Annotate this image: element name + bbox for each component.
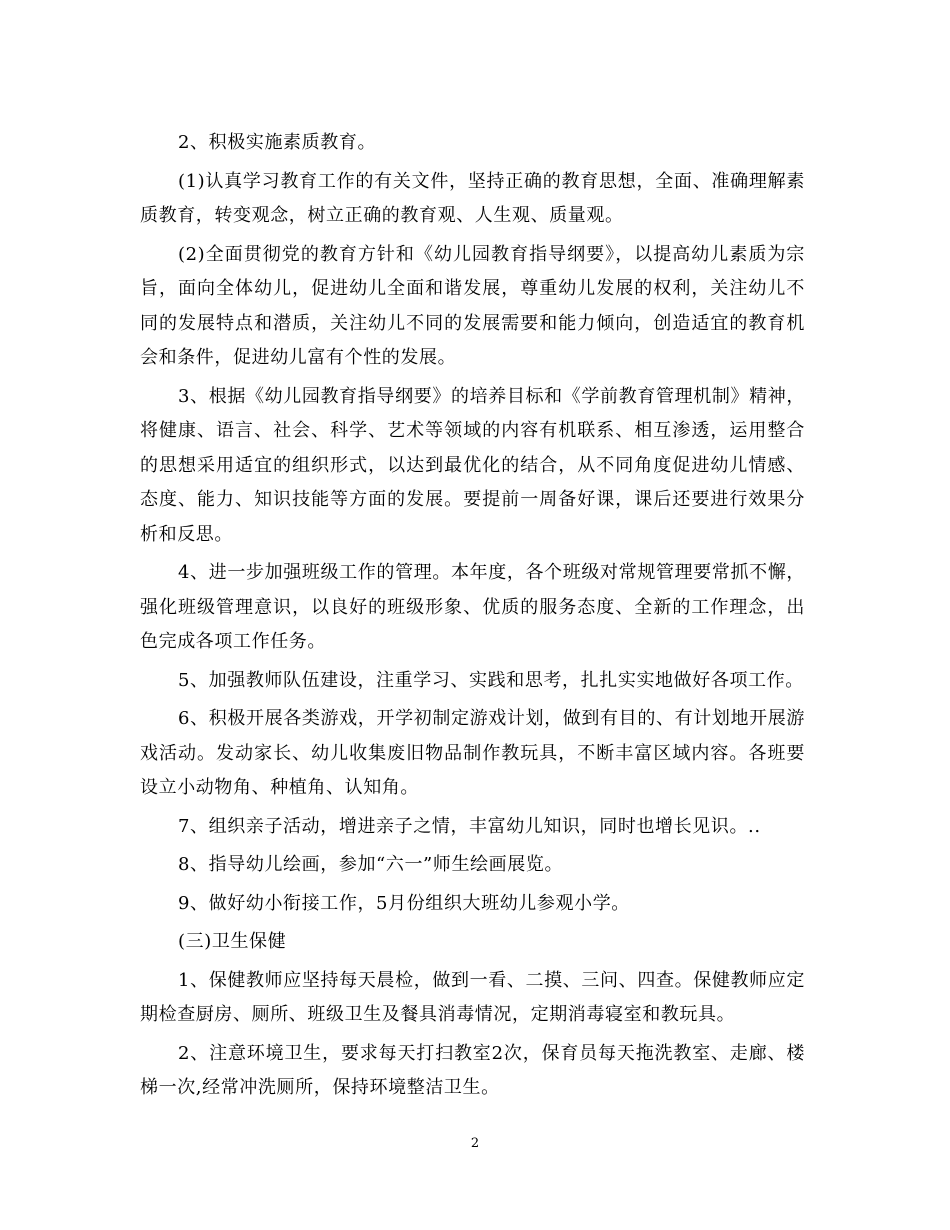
heading-hygiene: (三)卫生保健 (178, 931, 287, 952)
paragraph-section-4: 4、进一步加强班级工作的管理。本年度，各个班级对常规管理要常抓不懈，强化班级管理意识，以良好的班级形象、优质的服务态度、全新的工作理念，出色完成各项工作任务。 (140, 562, 805, 652)
page-number: 2 (470, 1136, 480, 1151)
paragraph-section-7: 7、组织亲子活动，增进亲子之情，丰富幼儿知识，同时也增长见识。.. (178, 815, 761, 837)
paragraph-item-1: (1)认真学习教育工作的有关文件，坚持正确的教育思想，全面、准确理解素质教育，转变观念，树立正确的教育观、人生观、质量观。 (140, 170, 805, 226)
paragraph-section-8: 8、指导幼儿绘画，参加“六一”师生绘画展览。 (178, 854, 564, 875)
paragraph-item-2: (2)全面贯彻党的教育方针和《幼儿园教育指导纲要》，以提高幼儿素质为宗旨，面向全体幼儿，促进幼儿全面和谐发展，尊重幼儿发展的权利，关注幼儿不同的发展特点和潜质，关注幼儿不同的发展需要和能力倾向，创造适宜的教育机会和条件，促进幼儿富有个性的发展。 (140, 243, 805, 368)
paragraph-section-5: 5、加强教师队伍建设，注重学习、实践和思考，扎扎实实地做好各项工作。 (178, 669, 804, 691)
paragraph-section-6: 6、积极开展各类游戏，开学初制定游戏计划，做到有目的、有计划地开展游戏活动。发动家长、幼儿收集废旧物品制作教玩具，不断丰富区域内容。各班要设立小动物角、种植角、认知角。 (140, 708, 805, 798)
paragraph-hygiene-1: 1、保健教师应坚持每天晨检，做到一看、二摸、三问、四查。保健教师应定期检查厨房、厕所、班级卫生及餐具消毒情况，定期消毒寝室和教玩具。 (140, 969, 805, 1025)
paragraph-section-3: 3、根据《幼儿园教育指导纲要》的培养目标和《学前教育管理机制》精神，将健康、语言、社会、科学、艺术等领域的内容有机联系、相互渗透，运用整合的思想采用适宜的组织形式，以达到最优化的结合，从不同角度促进幼儿情感、态度、能力、知识技能等方面的发展。要提前一周备好课，课后还要进行效果分析和反思。 (140, 385, 805, 545)
paragraph-section-9: 9、做好幼小衔接工作，5月份组织大班幼儿参观小学。 (178, 892, 630, 914)
paragraph-section-2: 2、积极实施素质教育。 (178, 132, 377, 153)
document-body (140, 126, 805, 1110)
paragraph-hygiene-2: 2、注意环境卫生，要求每天打扫教室2次，保育员每天拖洗教室、走廊、楼梯一次,经常冲洗厕所，保持环境整洁卫生。 (140, 1042, 805, 1098)
